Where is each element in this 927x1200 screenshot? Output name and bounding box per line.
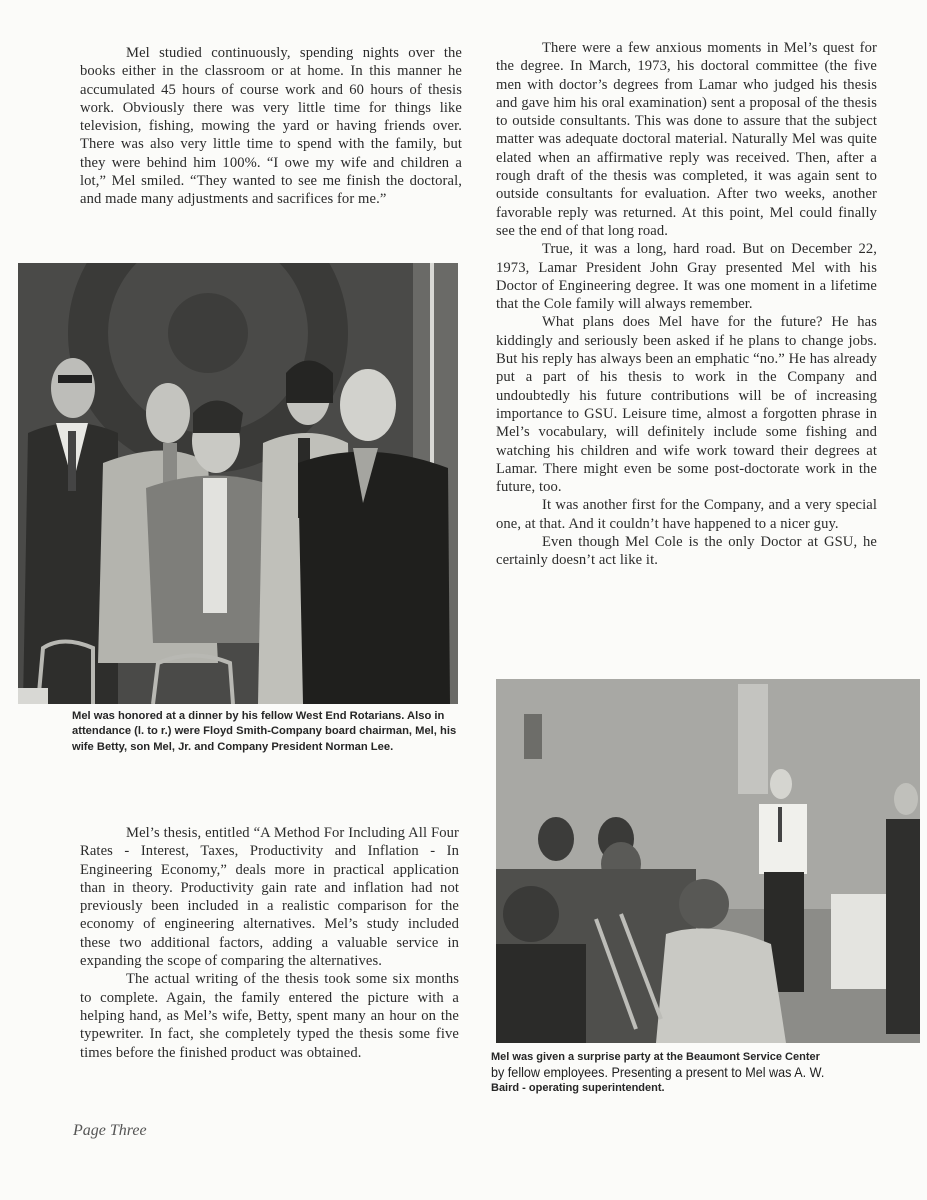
- caption-line: by fellow employees. Presenting a present to Mel was A. W.: [491, 1064, 825, 1080]
- photo-party-image: [496, 679, 920, 1043]
- paragraph: Mel’s thesis, entitled “A Method For Including All Four Rates - Interest, Taxes, Productivity and Inflation - In Engineering Economy,” deals more in practical application than in theory. Productivity gain rate and inflation had not previously been included in a realistic comparison for the economy of engineering alternatives. Mel’s study included these two additional factors, adding a valuable service in expanding the scope of comparing the alternatives.: [80, 825, 459, 970]
- article-column-left-top: [80, 44, 462, 209]
- caption-line: Mel was given a surprise party at the Beaumont Service Center: [491, 1051, 820, 1063]
- photo-surprise-party: [496, 679, 920, 1043]
- photo-dinner-group: [18, 263, 458, 704]
- paragraph: There were a few anxious moments in Mel’s quest for the degree. In March, 1973, his doctoral committee (the five men with doctor’s degrees from Lamar who judged his thesis and gave him his oral examination) sent a proposal of the thesis to outside consultants. This was done to assure that the subject matter was adequate doctoral material. Naturally Mel was quite elated when an affirmative reply was received. Then, after a rough draft of the thesis was completed, it was again sent to outside consultants for evaluation. After two weeks, another favorable reply was returned. At this point, Mel could finally see the end of that long road.: [496, 40, 877, 239]
- paragraph: Even though Mel Cole is the only Doctor at GSU, he certainly doesn’t act like it.: [496, 534, 877, 569]
- photo-dinner-image: [18, 263, 458, 704]
- page-number: Page Three: [73, 1122, 147, 1139]
- paragraph: Mel studied continuously, spending nights over the books either in the classroom or at home. In this manner he accumulated 45 hours of course work and 60 hours of thesis work. Obviously there was very little time for things like television, fishing, mowing the yard or having friends over. There was also very little time to spend with the family, but they were behind him 100%. “I owe my wife and children a lot,” Mel smiled. “They wanted to see me finish the doctoral, and made many adjustments and sacrifices for me.”: [80, 45, 462, 208]
- paragraph: It was another first for the Company, and a very special one, at that. And it couldn’t have happened to a nicer guy.: [496, 497, 877, 532]
- paragraph: The actual writing of the thesis took some six months to complete. Again, the family entered the picture with a helping hand, as Mel’s wife, Betty, spent many an hour on the typewriter. In fact, she completely typed the thesis some five times before the finished product was obtained.: [80, 971, 459, 1061]
- paragraph: What plans does Mel have for the future? He has kiddingly and seriously been asked if he plans to change jobs. But his reply has always been an emphatic “no.” He has already put a part of his thesis to work in the Company and undoubtedly his future contributions will be of increasing importance to GSU. Leisure time, almost a forgotten phrase in Mel’s vocabulary, will definitely include some fishing and watching his children and wife work toward their degrees at Lamar. There might even be some post-doctorate work in the future, too.: [496, 314, 877, 496]
- article-column-left-bottom: [80, 824, 459, 1062]
- paragraph: True, it was a long, hard road. But on December 22, 1973, Lamar President John Gray presented Mel with his Doctor of Engineering degree. It was one moment in a lifetime that the Cole family will always remember.: [496, 241, 877, 313]
- caption-line: Baird - operating superintendent.: [491, 1082, 665, 1094]
- article-column-right: [496, 39, 877, 570]
- photo-caption-party: [491, 1050, 901, 1095]
- photo-caption-dinner: Mel was honored at a dinner by his fellow West End Rotarians. Also in attendance (l. to r.) were Floyd Smith-Company board chairman, Mel, his wife Betty, son Mel, Jr. and Company President Norman Lee.: [72, 710, 457, 753]
